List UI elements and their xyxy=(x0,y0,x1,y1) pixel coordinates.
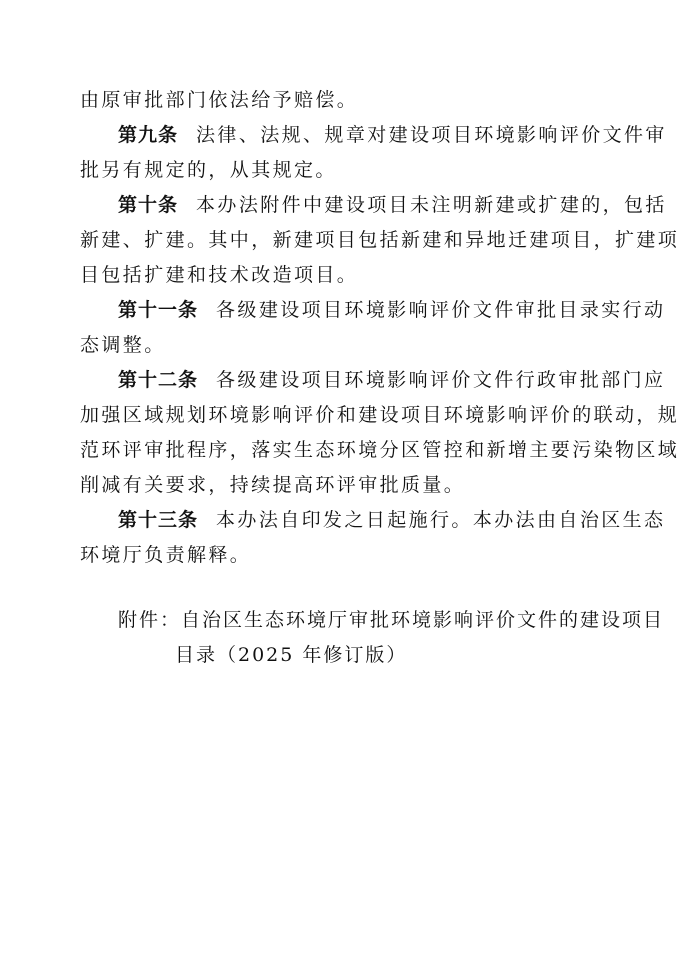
article-12-line xyxy=(80,471,465,499)
article-heading: 第九条 xyxy=(118,124,179,146)
article-11 xyxy=(118,296,665,324)
article-9 xyxy=(118,121,667,149)
paragraph-line: 本办法附件中建设项目未注明新建或扩建的，包括 xyxy=(196,194,667,216)
attachment-label: 附件： xyxy=(118,609,182,631)
paragraph-line: 态调整。 xyxy=(80,334,166,356)
attachment-note xyxy=(118,606,664,634)
paragraph-line: 目包括扩建和技术改造项目。 xyxy=(80,264,359,286)
paragraph-continuation xyxy=(80,86,358,114)
article-10-line xyxy=(80,261,358,289)
article-heading: 第十三条 xyxy=(118,509,199,531)
article-9-line xyxy=(80,156,337,184)
paragraph-line: 削减有关要求，持续提高环评审批质量。 xyxy=(80,474,466,496)
article-13 xyxy=(118,506,665,534)
article-10-line xyxy=(80,226,679,254)
paragraph-line: 本办法自印发之日起施行。本办法由自治区生态 xyxy=(216,509,666,531)
article-13-line xyxy=(80,541,251,569)
article-heading: 第十二条 xyxy=(118,369,199,391)
paragraph-line: 范环评审批程序，落实生态环境分区管控和新增主要污染物区域 xyxy=(80,439,680,461)
paragraph-line: 新建、扩建。其中，新建项目包括新建和异地迁建项目，扩建项 xyxy=(80,229,680,251)
attachment-line: 目录（2025 年修订版） xyxy=(175,644,408,666)
article-10 xyxy=(118,191,667,219)
paragraph-line: 批另有规定的，从其规定。 xyxy=(80,159,337,181)
article-12-line xyxy=(80,401,679,429)
paragraph-line: 环境厅负责解释。 xyxy=(80,544,252,566)
article-heading: 第十一条 xyxy=(118,299,199,321)
paragraph-line: 由原审批部门依法给予赔偿。 xyxy=(80,89,359,111)
article-12-line xyxy=(80,436,679,464)
attachment-note-line xyxy=(175,641,407,669)
paragraph-line: 各级建设项目环境影响评价文件审批目录实行动 xyxy=(216,299,666,321)
article-11-line xyxy=(80,331,166,359)
article-12 xyxy=(118,366,665,394)
article-heading: 第十条 xyxy=(118,194,179,216)
paragraph-line: 法律、法规、规章对建设项目环境影响评价文件审 xyxy=(196,124,667,146)
attachment-line: 自治区生态环境厅审批环境影响评价文件的建设项目 xyxy=(181,609,665,631)
paragraph-line: 加强区域规划环境影响评价和建设项目环境影响评价的联动，规 xyxy=(80,404,680,426)
paragraph-line: 各级建设项目环境影响评价文件行政审批部门应 xyxy=(216,369,666,391)
